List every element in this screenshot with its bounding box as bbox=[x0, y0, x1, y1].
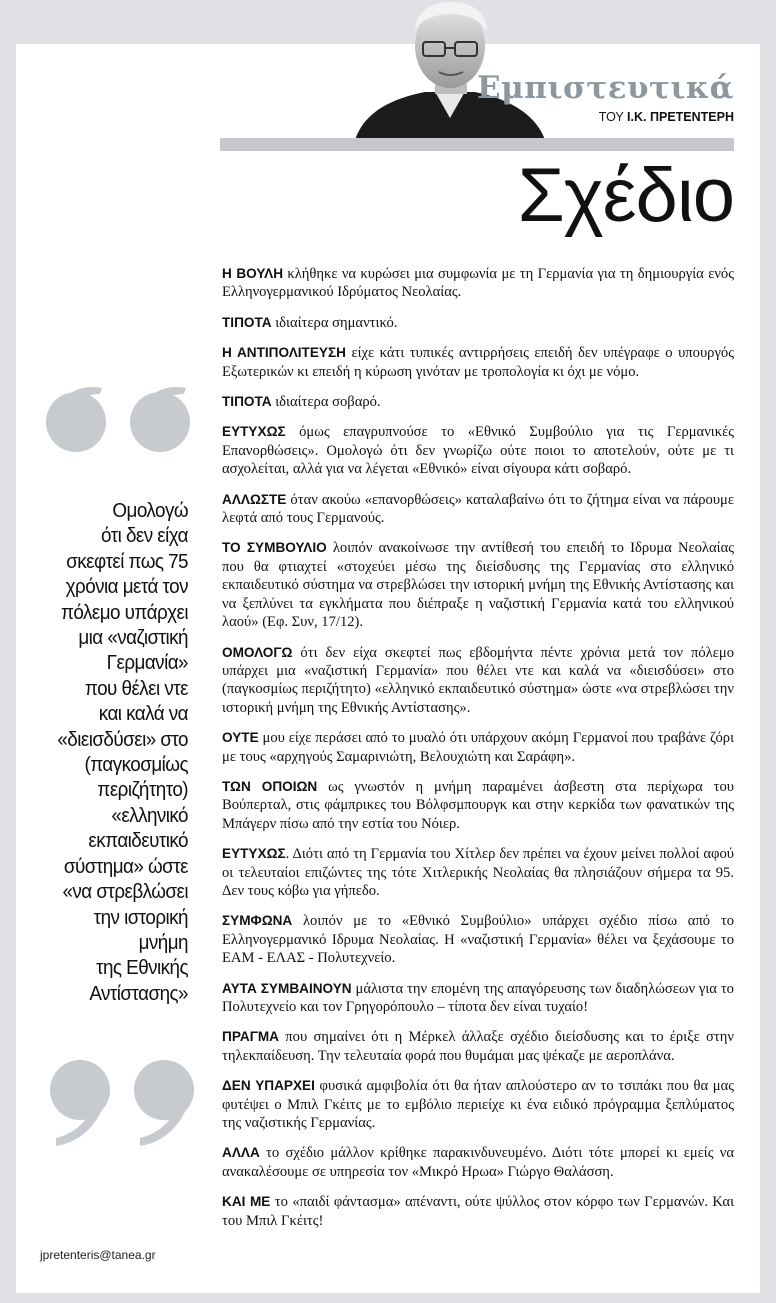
pull-quote-line: μνήμη bbox=[138, 930, 188, 954]
article-paragraph bbox=[222, 423, 734, 478]
paragraph-lead: Η ΒΟΥΛΗ bbox=[222, 266, 284, 281]
pull-quote-line: «διεισδύσει» στο bbox=[57, 727, 188, 751]
paragraph-lead: ΤΩΝ ΟΠΟΙΩΝ bbox=[222, 778, 318, 794]
paragraph-lead: Η ΑΝΤΙΠΟΛΙΤΕΥΣΗ bbox=[222, 345, 346, 361]
article-paragraph bbox=[222, 491, 734, 528]
author-email: jpretenteris@tanea.gr bbox=[40, 1248, 156, 1262]
paragraph-text: λοιπόν ανακοίνωσε την αντίθεσή του επειδή το Ιδρυμα Νεολαίας που θα φτιαχτεί «στοχεύει μέσω της διείσδυσης της Γερμανίας στο ελληνικό εκπαιδευτικό σύστημα να στρεβλώσει την ιστορική μνήμη της Εθνικής Αντίστασης και να ξεπλύνει τα εγκλήματα που διέπραξε η ναζιστική Γερμανία κατά του ελληνικού λαού» (Εφ. Συν, 17/12). bbox=[222, 540, 735, 631]
pull-quote bbox=[33, 498, 188, 1006]
paragraph-lead: ΑΥΤΑ ΣΥΜΒΑΙΝΟΥΝ bbox=[222, 980, 352, 996]
paragraph-lead: ΤΙΠΟΤΑ bbox=[222, 314, 272, 330]
article-paragraph bbox=[222, 980, 734, 1017]
article-paragraph bbox=[222, 1028, 734, 1065]
headline: Σχέδιο bbox=[517, 153, 734, 238]
paragraph-lead: ΟΥΤΕ bbox=[222, 730, 259, 746]
paragraph-lead: ΤΙΠΟΤΑ bbox=[222, 394, 272, 410]
paragraph-text: το «παιδί φάντασμα» απέναντι, ούτε ψύλλος στον κόρφο των Γερμανών. Και του Μπιλ Γκέιτς! bbox=[222, 1194, 734, 1229]
paragraph-lead: ΕΥΤΥΧΩΣ bbox=[222, 846, 286, 862]
pull-quote-line: εκπαιδευτικό bbox=[88, 829, 188, 853]
article-body bbox=[222, 265, 734, 1242]
article-paragraph bbox=[222, 393, 734, 411]
paragraph-text: είχε κάτι τυπικές αντιρρήσεις επειδή δεν υπέγραφε ο υπουργός Εξωτερικών κι επειδή η κύρωση γινόταν με τροπολογία κι όχι με νόμο. bbox=[222, 345, 734, 380]
paragraph-lead: ΤΟ ΣΥΜΒΟΥΛΙΟ bbox=[222, 540, 327, 556]
paragraph-lead: ΔΕΝ ΥΠΑΡΧΕΙ bbox=[222, 1078, 315, 1094]
paragraph-text: ότι δεν είχα σκεφτεί πως εβδομήντα πέντε χρόνια μετά τον πόλεμο υπάρχει μια «ναζιστική Γερμανία» που θέλει ντε και καλά να «διεισδύσει» στο (παγκοσμίως περιζήτητο) «ελληνικό εκπαιδευτικό σύστημα» ώστε «να στρεβλώσει την ιστορική μνήμη της Εθνικής Αντίστασης». bbox=[222, 644, 734, 716]
column-title: Εμπιστευτικά bbox=[476, 70, 734, 106]
paragraph-lead: ΕΥΤΥΧΩΣ bbox=[222, 424, 286, 440]
paragraph-text: ως γνωστόν η μνήμη παραμένει άσβεστη στα περίχωρα του Βούπερταλ, στις φάμπρικες του Βόλφσμπουργκ και στην κερκίδα των φανατικών της Μπάγερν πίσω από την εστία του Νόιερ. bbox=[222, 778, 734, 832]
article-paragraph bbox=[222, 265, 734, 302]
article-paragraph bbox=[222, 1144, 734, 1181]
paragraph-text: λοιπόν με το «Εθνικό Συμβούλιο» υπάρχει σχέδιο πίσω από το Ελληνογερμανικό Ιδρυμα Νεολαίας. Η «ναζιστική Γερμανία» θέλει να ξεχάσουμε το ΕΑΜ - ΕΛΑΣ - Πολυτεχνείο. bbox=[222, 913, 734, 967]
paragraph-lead: ΟΜΟΛΟΓΩ bbox=[222, 644, 293, 660]
article-paragraph bbox=[222, 778, 734, 833]
pull-quote-line: σύστημα» ώστε bbox=[63, 854, 188, 878]
paragraph-lead: ΑΛΛΑ bbox=[222, 1145, 260, 1161]
article-paragraph bbox=[222, 912, 734, 967]
pull-quote-line: Αντίστασης» bbox=[89, 981, 188, 1005]
pull-quote-line: και καλά να bbox=[98, 702, 188, 726]
article-paragraph bbox=[222, 314, 734, 332]
paragraph-lead: ΠΡΑΓΜΑ bbox=[222, 1029, 280, 1045]
pull-quote-line: (παγκοσμίως bbox=[84, 753, 188, 777]
article-paragraph bbox=[222, 344, 734, 381]
pull-quote-line: χρόνια μετά τον bbox=[65, 575, 188, 599]
pull-quote-line: «να στρεβλώσει bbox=[62, 880, 188, 904]
pull-quote-line: που θέλει ντε bbox=[84, 676, 188, 700]
header-rule bbox=[220, 138, 734, 151]
paragraph-text: το σχέδιο μάλλον κρίθηκε παρακινδυνευμένο. Διότι τότε μπορεί κι εμείς να ανακαλέσουμε σε υπηρεσία τον «Μικρό Ηρωα» Γιώργο Θαλάσση. bbox=[222, 1145, 734, 1180]
byline bbox=[599, 110, 734, 124]
byline-prefix: ΤΟΥ bbox=[598, 110, 628, 124]
pull-quote-line: σκεφτεί πως 75 bbox=[66, 549, 188, 573]
pull-quote-line: περιζήτητο) bbox=[97, 778, 188, 802]
pull-quote-line: Γερμανία» bbox=[106, 651, 188, 675]
open-quote-icon bbox=[40, 380, 200, 452]
article-paragraph bbox=[222, 539, 734, 631]
paragraph-text: ιδιαίτερα σοβαρό. bbox=[271, 394, 381, 411]
article-paragraph bbox=[222, 1193, 734, 1230]
article-paragraph bbox=[222, 1077, 734, 1132]
paragraph-lead: ΣΥΜΦΩΝΑ bbox=[222, 913, 293, 929]
paragraph-text: όταν ακούω «επανορθώσεις» καταλαβαίνω ότι το ζήτημα είναι να πάρουμε λεφτά από τους Γερμανούς. bbox=[222, 491, 734, 527]
article-paragraph bbox=[222, 644, 734, 718]
paragraph-text: ιδιαίτερα σημαντικό. bbox=[271, 314, 398, 331]
pull-quote-line: την ιστορική bbox=[93, 905, 188, 929]
paragraph-text: μου είχε περάσει από το μυαλό ότι υπάρχουν ακόμη Γερμανοί που τραβάνε ζόρι με τους «αρχηγούς Σαμαρινιώτη, Βελουχιώτη και Σαράφη». bbox=[222, 730, 734, 765]
paragraph-text: . Διότι από τη Γερμανία του Χίτλερ δεν πρέπει να έχουν μείνει πολλοί αφού οι τελευταίοι επιζώντες της τότε Χιτλερικής Νεολαίας θα πλησιάζουν σήμερα τα 95. Δεν τους κόβω για γήπεδο. bbox=[222, 846, 734, 899]
pull-quote-line: πόλεμο υπάρχει bbox=[60, 600, 188, 624]
byline-author: Ι.Κ. ΠΡΕΤΕΝΤΕΡΗ bbox=[627, 110, 734, 124]
pull-quote-line: ότι δεν είχα bbox=[101, 524, 188, 548]
article-paragraph bbox=[222, 845, 734, 900]
pull-quote-line: της Εθνικής bbox=[96, 956, 188, 980]
pull-quote-line: Ομολογώ bbox=[112, 499, 188, 522]
paragraph-text: μάλιστα την επομένη της απαγόρευσης των διαδηλώσεων για το Πολυτεχνείο και τον Γρηγορόπουλο – τίποτα δεν είναι τυχαίο! bbox=[222, 980, 734, 1015]
pull-quote-line: μια «ναζιστική bbox=[78, 626, 188, 650]
article-paragraph bbox=[222, 729, 734, 766]
paragraph-text: όμως επαγρυπνούσε το «Εθνικό Συμβούλιο για τις Γερμανικές Επανορθώσεις». Ομολογώ ότι δεν γνωρίζω ούτε ποιοι το αποτελούν, ούτε με τι ασχολείται, αλλά για να λέγεται «Εθνικό» είναι σίγουρα κάτι σοβαρό. bbox=[222, 424, 734, 478]
paragraph-text: κλήθηκε να κυρώσει μια συμφωνία με τη Γερμανία για τη δημιουργία ενός Ελληνογερμανικού Ιδρύματος Νεολαίας. bbox=[222, 266, 734, 301]
paragraph-text: φυσικά αμφιβολία ότι θα ήταν απλούστερο αν το τσιπάκι που θα μας φυτέψει ο Μπιλ Γκέιτς με το εμβόλιο περιείχε κι ένα ειδικό πρόγραμμα ξεπλύματος της ναζιστικής Γερμανίας. bbox=[222, 1078, 734, 1132]
paragraph-text: που σημαίνει ότι η Μέρκελ άλλαξε σχέδιο διείσδυσης και το έριξε στην τηλεκπαίδευση. Την τελευταία φορά που θυμάμαι μας ψέκαζε με αεροπλάνα. bbox=[222, 1029, 734, 1064]
close-quote-icon bbox=[42, 1060, 202, 1152]
pull-quote-line: «ελληνικό bbox=[111, 803, 188, 827]
paragraph-lead: ΚΑΙ ΜΕ bbox=[222, 1194, 271, 1210]
paragraph-lead: ΑΛΛΩΣΤΕ bbox=[222, 491, 287, 507]
